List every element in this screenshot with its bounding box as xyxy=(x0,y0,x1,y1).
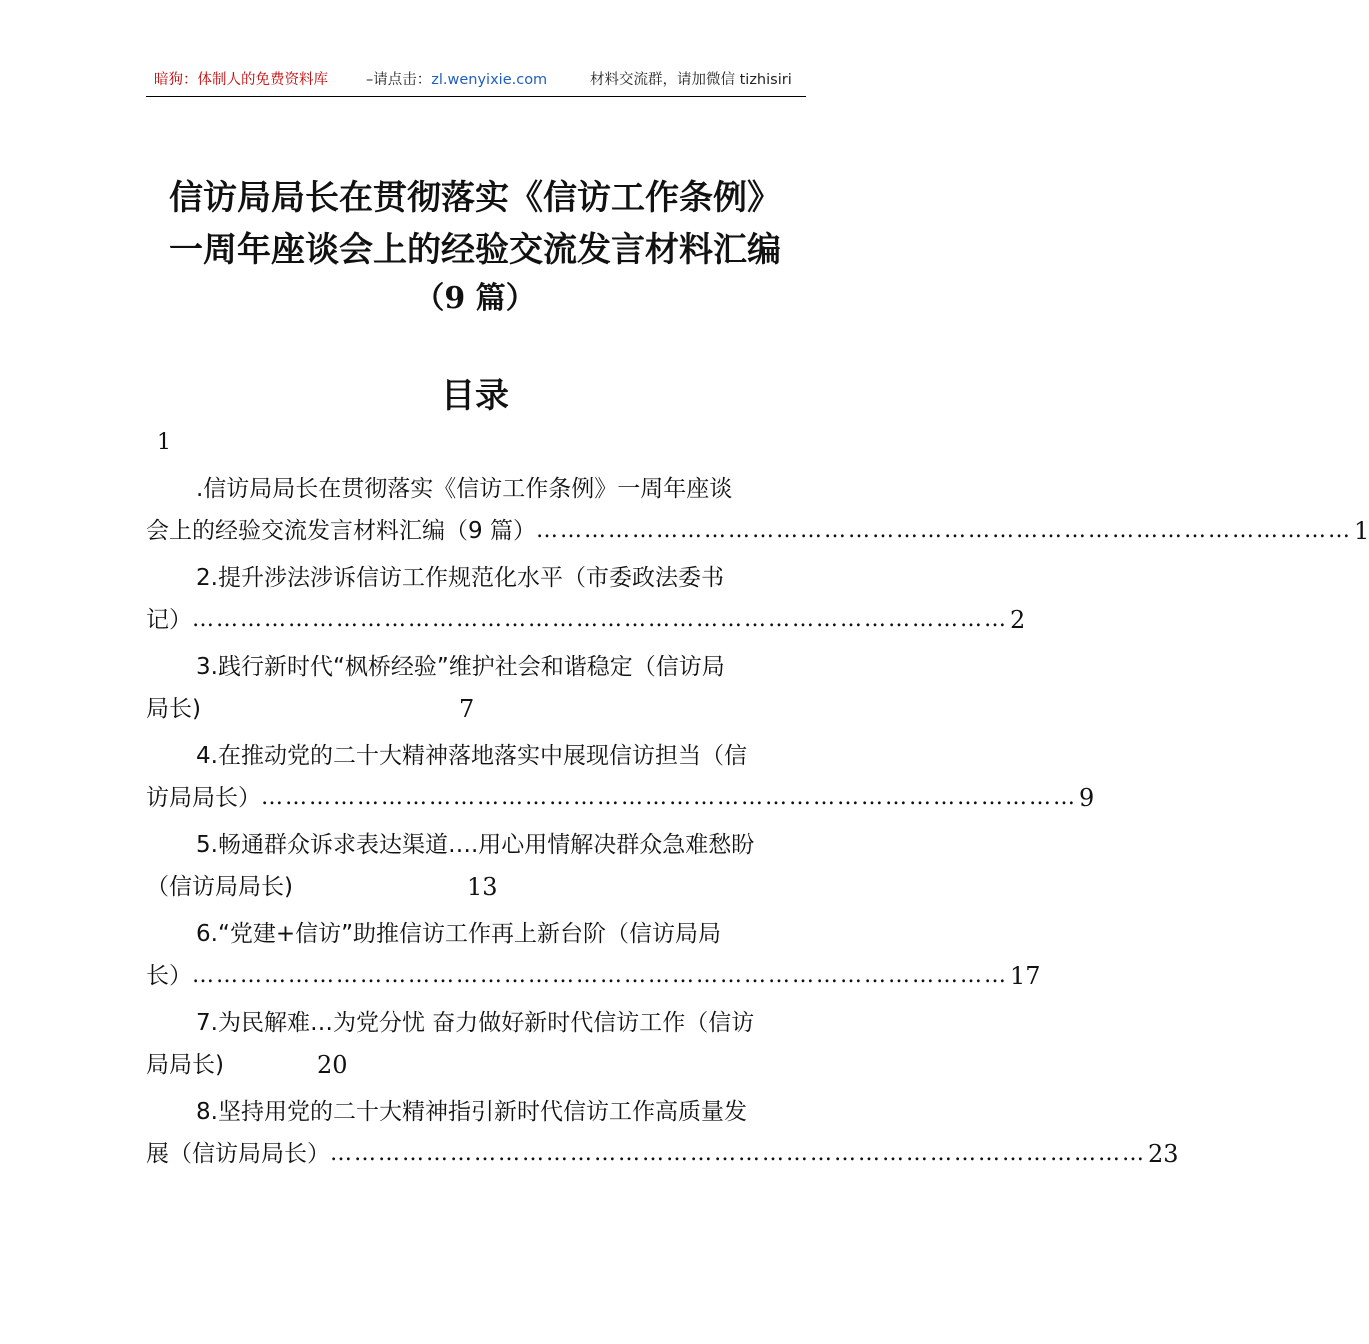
toc-entry-2-line2[interactable] xyxy=(146,605,1026,635)
toc-leader-dots: ………………………………………………………………………………………… xyxy=(535,518,1352,543)
page-header xyxy=(146,64,806,97)
header-site-name: 暗狗：体制人的免费资料库 xyxy=(154,72,328,88)
toc-entry-8-line2[interactable] xyxy=(146,1139,1179,1169)
toc-entry-2-line1[interactable]: 2.提升涉法涉诉信访工作规范化水平（市委政法委书 xyxy=(196,565,724,591)
toc-entry-7-line1[interactable]: 7.为民解难…为党分忧 奋力做好新时代信访工作（信访 xyxy=(196,1010,755,1036)
header-link-area xyxy=(366,68,547,89)
toc-entry-6-line2[interactable] xyxy=(146,961,1041,991)
header-link[interactable]: zl.wenyixie.com xyxy=(431,72,548,88)
header-contact: 材料交流群，请加微信 tizhisiri xyxy=(590,72,792,88)
toc-page-number: 23 xyxy=(1148,1140,1179,1168)
toc-entry-text: 长） xyxy=(146,963,192,989)
document-title-line-1: 信访局局长在贯彻落实《信访工作条例》 xyxy=(169,178,781,218)
toc-page-number: 7 xyxy=(459,695,475,723)
toc-heading: 目录 xyxy=(441,376,509,416)
toc-page-number: 13 xyxy=(467,873,498,901)
toc-entry-1-line1[interactable]: .信访局局长在贯彻落实《信访工作条例》一周年座谈 xyxy=(196,476,733,502)
toc-entry-8-line1[interactable]: 8.坚持用党的二十大精神指引新时代信访工作高质量发 xyxy=(196,1099,747,1125)
toc-page-number: 2 xyxy=(1010,606,1026,634)
toc-leader-dots: ………………………………………………………………………………………… xyxy=(192,607,1008,632)
toc-leader-dots: ………………………………………………………………………………………… xyxy=(192,963,1008,988)
toc-page-number: 9 xyxy=(1079,784,1095,812)
toc-page-number: 1 xyxy=(1353,517,1369,545)
toc-entry-3-line2[interactable]: 局长) xyxy=(146,696,201,722)
toc-entry-3-line1[interactable]: 3.践行新时代“枫桥经验”维护社会和谐稳定（信访局 xyxy=(196,654,725,680)
toc-entry-text: 展（信访局局长） xyxy=(146,1141,330,1167)
toc-entry-text: 访局局长） xyxy=(146,785,261,811)
toc-entry-6-line1[interactable]: 6.“党建+信访”助推信访工作再上新台阶（信访局局 xyxy=(196,921,722,947)
toc-entry-text: 会上的经验交流发言材料汇编（9 篇） xyxy=(146,518,536,544)
toc-page-number: 20 xyxy=(317,1051,348,1079)
toc-leader-dots: ………………………………………………………………………………………… xyxy=(330,1141,1146,1166)
toc-entry-4-line2[interactable] xyxy=(146,783,1095,813)
header-link-prefix: –请点击： xyxy=(366,72,432,88)
toc-stray-number: 1 xyxy=(157,430,171,455)
toc-leader-dots: ………………………………………………………………………………………… xyxy=(261,785,1077,810)
toc-entry-text: 记） xyxy=(146,607,192,633)
toc-entry-5-line1[interactable]: 5.畅通群众诉求表达渠道….用心用情解决群众急难愁盼 xyxy=(196,832,755,858)
toc-page-number: 17 xyxy=(1010,962,1041,990)
document-title-line-3: （9 篇） xyxy=(414,281,536,316)
document-title-line-2: 一周年座谈会上的经验交流发言材料汇编 xyxy=(169,230,781,270)
toc-entry-1-line2[interactable] xyxy=(146,516,1369,546)
toc-entry-4-line1[interactable]: 4.在推动党的二十大精神落地落实中展现信访担当（信 xyxy=(196,743,747,769)
toc-entry-5-line2[interactable]: （信访局局长) xyxy=(146,874,293,900)
toc-entry-7-line2[interactable]: 局局长) xyxy=(146,1052,224,1078)
